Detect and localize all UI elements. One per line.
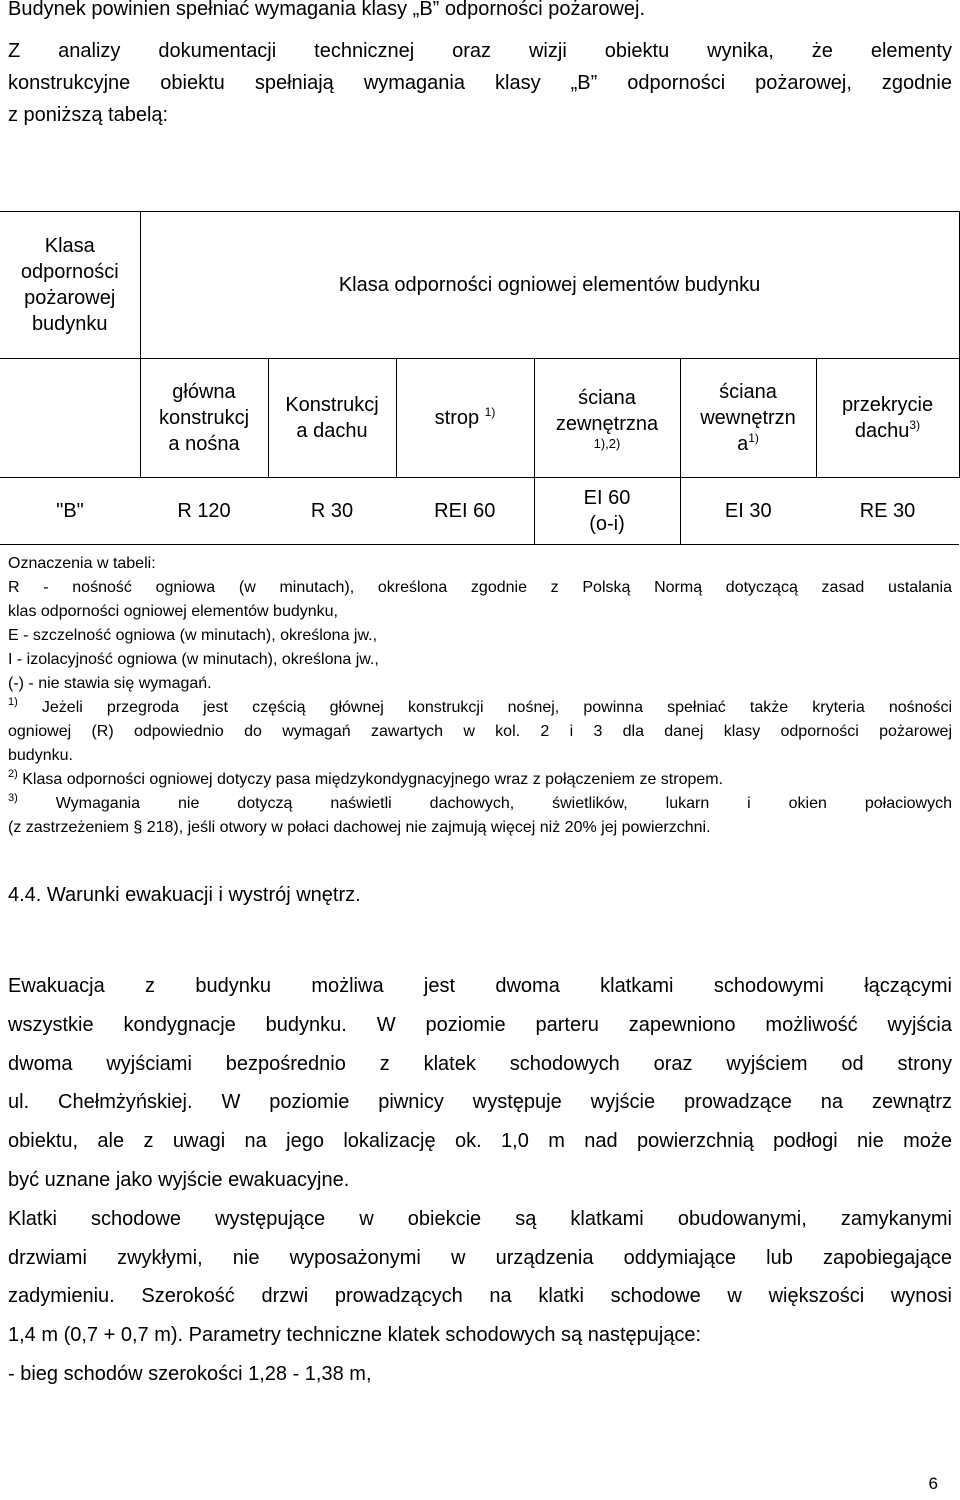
class-header-line: Klasa [44, 235, 95, 257]
intro-line [8, 0, 952, 24]
main-structure-header [140, 359, 268, 478]
table-header-row [0, 212, 959, 359]
group-header-cell [140, 212, 959, 359]
intro-paragraph-line-3: z poniższą tabelą: [8, 104, 169, 126]
body-line: Klatki schodowe występujące w obiekcie są klatkami obudowanymi, zamykanymi [8, 1207, 952, 1230]
body-line: być uznane jako wyjście ewakuacyjne. [8, 1168, 350, 1191]
intro-paragraph-line-2: konstrukcyjne obiektu spełniają wymagania klasy „B” odporności pożarowej, zgodnie [8, 72, 952, 94]
header-line: zewnętrzna [555, 413, 659, 435]
class-header-line: budynku [31, 313, 108, 335]
footnote-mark: 3) [8, 792, 18, 804]
page-number: 6 [928, 1474, 938, 1493]
footnote-mark: 2) [8, 768, 18, 780]
header-line: ściana [578, 387, 636, 409]
value-line: (o-i) [589, 513, 625, 535]
internal-wall-value: EI 30 [680, 478, 816, 545]
footnote-mark: 3) [909, 418, 921, 432]
internal-wall-header [680, 359, 816, 478]
header-line: wewnętrzn [700, 407, 796, 429]
intro-requirement: Budynek powinien spełniać wymagania klasy „B” odporności pożarowej. [8, 0, 646, 20]
class-header-line: pożarowej [24, 287, 116, 309]
body-line: drzwiami zwykłymi, nie wyposażonymi w urządzenia oddymiające lub zapobiegające [8, 1246, 952, 1269]
roof-structure-header [268, 359, 396, 478]
note-i: I - izolacyjność ogniowa (w minutach), określona jw., [8, 651, 379, 668]
class-header-cell [0, 212, 140, 359]
footnote-1-line-2: ogniowej (R) odpowiednio do wymagań zawartych w kol. 2 i 3 dla danej klasy odporności pożarowej [8, 723, 952, 740]
body-line: 1,4 m (0,7 + 0,7 m). Parametry techniczne klatek schodowych są następujące: [8, 1324, 702, 1347]
body-line: ul. Chełmżyńskiej. W poziomie piwnicy występuje wyjście prowadzące na zewnątrz [8, 1091, 952, 1114]
footnote-2 [8, 768, 952, 792]
intro-paragraph [8, 37, 952, 130]
body-paragraphs [8, 967, 952, 1394]
value-line: EI 60 [583, 487, 631, 509]
footnote-text: Jeżeli przegroda jest częścią głównej konstrukcji nośnej, powinna spełniać także kryteria nośności [17, 699, 952, 716]
roof-cover-value: RE 30 [816, 478, 959, 545]
header-line: Konstrukcj [285, 394, 379, 416]
class-value: "B" [0, 478, 140, 545]
header-line: a [737, 433, 749, 455]
header-line: strop [434, 407, 480, 429]
intro-paragraph-line-1: Z analizy dokumentacji technicznej oraz wizji obiektu wynika, że elementy [8, 40, 952, 62]
body-line: - bieg schodów szerokości 1,28 - 1,38 m, [8, 1362, 372, 1385]
section-title: 4.4. Warunki ewakuacji i wystrój wnętrz. [8, 884, 361, 906]
roof-cover-header [816, 359, 959, 478]
footnote-1-line-3: budynku. [8, 747, 73, 764]
empty-header-cell [0, 359, 140, 478]
table-notes [8, 552, 952, 840]
ceiling-value: REI 60 [396, 478, 534, 545]
notes-heading: Oznaczenia w tabeli: [8, 555, 156, 572]
header-line: główna [172, 381, 236, 403]
footnote-mark: 1) [8, 696, 18, 708]
header-line: a dachu [296, 420, 368, 442]
body-line: wszystkie kondygnacje budynku. W poziomie parteru zapewniono możliwość wyjścia [8, 1013, 952, 1036]
main-structure-value: R 120 [140, 478, 268, 545]
note-r-line-1: R - nośność ogniowa (w minutach), określona zgodnie z Polską Normą dotyczącą zasad ustalania [8, 579, 952, 596]
footnote-3-line-1 [8, 792, 952, 816]
class-header-line: odporności [20, 261, 119, 283]
note-r-line-2: klas odporności ogniowej elementów budynku, [8, 603, 338, 620]
body-line: zadymieniu. Szerokość drzwi prowadzących na klatki schodowe w większości wynosi [8, 1285, 952, 1308]
header-line: a nośna [168, 433, 240, 455]
footnote-1-line-1 [8, 696, 952, 720]
ceiling-header [396, 359, 534, 478]
footnote-3-line-2: (z zastrzeżeniem § 218), jeśli otwory w połaci dachowej nie zajmują więcej niż 20% jej powierzchni. [8, 819, 711, 836]
header-line: ściana [719, 381, 777, 403]
footnote-text: Klasa odporności ogniowej dotyczy pasa międzykondygnacyjnego wraz z połączeniem ze stropem. [17, 771, 724, 788]
header-line: konstrukcj [158, 407, 250, 429]
body-line: obiektu, ale z uwagi na jego lokalizację ok. 1,0 m nad powierzchnią podłogi nie może [8, 1130, 952, 1153]
footnote-mark: 1),2) [593, 436, 621, 451]
header-line: przekrycie [841, 394, 934, 416]
external-wall-header [534, 359, 680, 478]
external-wall-value [534, 478, 680, 545]
group-header-text: Klasa odporności ogniowej elementów budynku [338, 274, 761, 296]
table-column-header-row [0, 359, 959, 478]
body-line: dwoma wyjściami bezpośrednio z klatek schodowych oraz wyjściem od strony [8, 1052, 952, 1075]
table-value-row [0, 478, 959, 545]
footnote-text: Wymagania nie dotyczą naświetli dachowych, świetlików, lukarn i okien połaciowych [17, 795, 952, 812]
header-line: dachu [854, 420, 910, 442]
fire-resistance-table [0, 211, 960, 545]
roof-structure-value: R 30 [268, 478, 396, 545]
note-dash: (-) - nie stawia się wymagań. [8, 675, 212, 692]
note-e: E - szczelność ogniowa (w minutach), określona jw., [8, 627, 378, 644]
footnote-mark: 1) [748, 431, 759, 445]
body-line: Ewakuacja z budynku możliwa jest dwoma klatkami schodowymi łączącymi [8, 975, 952, 997]
footnote-mark: 1) [484, 405, 496, 419]
